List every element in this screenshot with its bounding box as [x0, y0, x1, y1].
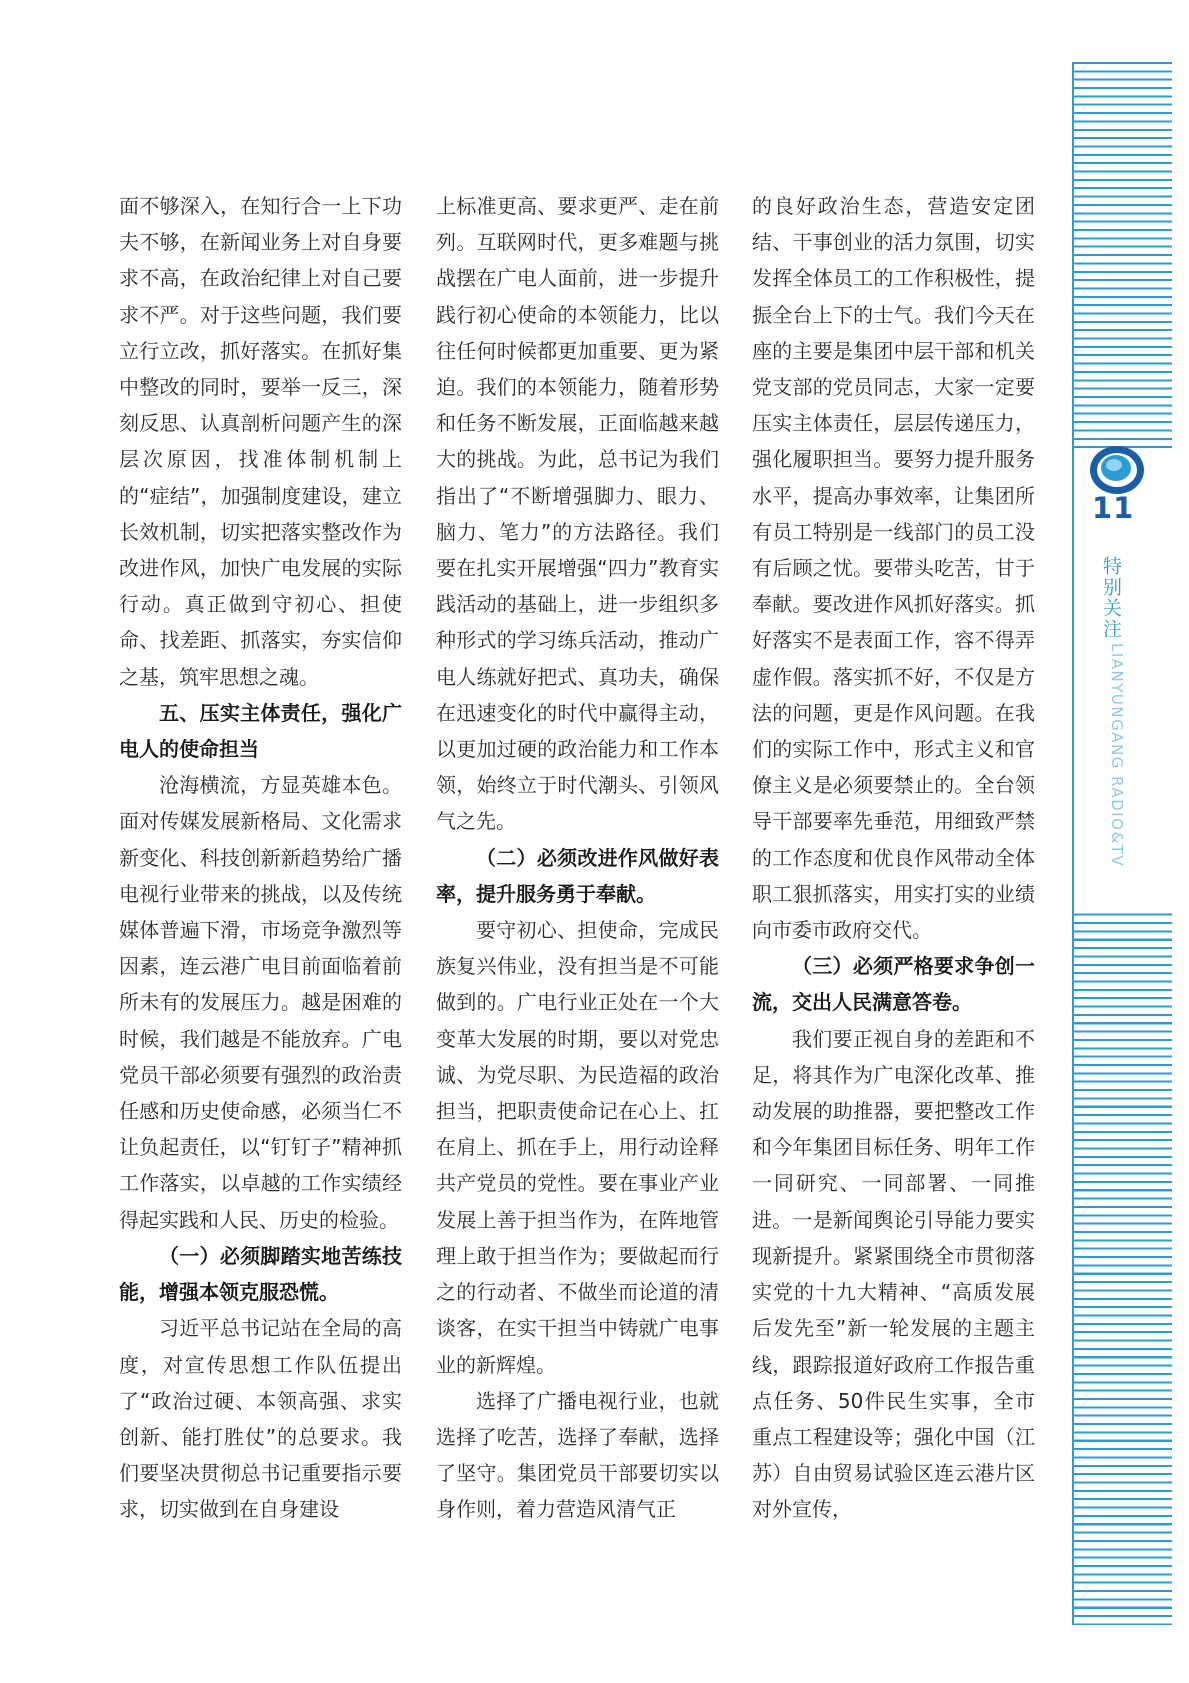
subsection-heading: （一）必须脚踏实地苦练技能，增强本领克服恐慌。 [119, 1243, 402, 1305]
article-column-1 [119, 188, 402, 1528]
paragraph: 我们要正视自身的差距和不足，将其作为广电深化改革、推动发展的助推器，要把整改工作和今年集团目标任务、明年工作一同研究、一同部署、一同推进。一是新闻舆论引导能力要实现新提升。紧紧围绕全市贯彻落实党的十九大精神、“高质发展 后发先至”新一轮发展的主题主线，跟踪报道好政府工作报告重点任务、50件民生实事，全市重点工程建设等；强化中国（江苏）自由贸易试验区连云港片区对外宣传， [752, 1026, 1035, 1522]
paragraph: 沧海横流，方显英雄本色。面对传媒发展新格局、文化需求新变化、科技创新新趋势给广播电视行业带来的挑战，以及传统媒体普遍下滑，市场竞争激烈等因素，连云港广电目前面临着前所未有的发展压力。越是困难的时候，我们越是不能放弃。广电党员干部必须要有强烈的政治责任感和历史使命感，必须当仁不让负起责任，以“钉钉子”精神抓工作落实，以卓越的工作实绩经得起实践和人民、历史的检验。 [119, 773, 402, 1232]
sidebar-edge-line [1072, 62, 1074, 1625]
article-column-2 [436, 188, 719, 1528]
paragraph: 选择了广播电视行业，也就选择了吃苦，选择了奉献，选择了坚守。集团党员干部要切实以身作则，着力营造风清气正 [436, 1388, 719, 1522]
subsection-heading: （二）必须改进作风做好表率，提升服务勇于奉献。 [436, 845, 719, 906]
subsection-heading: （三）必须严格要求争创一流，交出人民满意答卷。 [752, 954, 1035, 1015]
paragraph: 上标准更高、要求更严、走在前列。互联网时代，更多难题与挑战摆在广电人面前，进一步提升践行初心使命的本领能力，比以往任何时候都更加重要、更为紧迫。我们的本领能力，随着形势和任务不断发展，正面临越来越大的挑战。为此，总书记为我们指出了“不断增强脚力、眼力、脑力、笔力”的方法路径。我们要在扎实开展增强“四力”教育实践活动的基础上，进一步组织多种形式的学习练兵活动，推动广电人练就好把式、真功夫，确保在迅速变化的时代中赢得主动，以更加过硬的政治能力和工作本领，始终立于时代潮头、引领风气之先。 [436, 194, 719, 834]
paragraph: 习近平总书记站在全局的高度，对宣传思想工作队伍提出了“政治过硬、本领高强、求实创新、能打胜仗”的总要求。我们要坚决贯彻总书记重要指示要求，切实做到在自身建设 [119, 1316, 402, 1522]
paragraph: 的良好政治生态，营造安定团结、干事创业的活力氛围，切实发挥全体员工的工作积极性，提振全台上下的士气。我们今天在座的主要是集团中层干部和机关党支部的党员同志，大家一定要压实主体责任，层层传递压力，强化履职担当。要努力提升服务水平，提高办事效率，让集团所有员工特别是一线部门的员工没有后顾之忧。要带头吃苦，甘于奉献。要改进作风抓好落实。抓好落实不是表面工作，容不得弄虚作假。落实抓不好，不仅是方法的问题，更是作风问题。在我们的实际工作中，形式主义和官僚主义是必须要禁止的。全台领导干部要率先垂范，用细致严禁的工作态度和优良作风带动全体职工狠抓落实，用实打实的业绩向市委市政府交代。 [752, 194, 1035, 943]
page-number: 11 [1092, 491, 1135, 525]
paragraph: 要守初心、担使命，完成民族复兴伟业，没有担当是不可能做到的。广电行业正处在一个大变革大发展的时期，要以对党忠诚、为党尽职、为民造福的政治担当，把职责使命记在心上、扛在肩上、抓在手上，用行动诠释共产党员的党性。要在事业产业发展上善于担当作为，在阵地管理上敢于担当作为；要做起而行之的行动者、不做坐而论道的清谈客，在实干担当中铸就广电事业的新辉煌。 [436, 918, 719, 1377]
station-logo-icon [1087, 443, 1147, 497]
section-heading: 五、压实主体责任，强化广电人的使命担当 [119, 700, 402, 762]
paragraph: 面不够深入，在知行合一上下功夫不够，在新闻业务上对自身要求不高，在政治纪律上对自己要求不严。对于这些问题，我们要立行立改，抓好落实。在抓好集中整改的同时，要举一反三，深刻反思、认真剖析问题产生的深层次原因，找准体制机制上的“症结”，加强制度建设，建立长效机制，切实把落实整改作为改进作风，加快广电发展的实际行动。真正做到守初心、担使命、找差距、抓落实，夯实信仰之基，筑牢思想之魂。 [119, 194, 402, 689]
section-title-english: LIANYUNGANG RADIO&TV [1108, 643, 1126, 868]
article-column-3 [752, 188, 1035, 1528]
section-title: 特别关注 [1100, 556, 1122, 640]
